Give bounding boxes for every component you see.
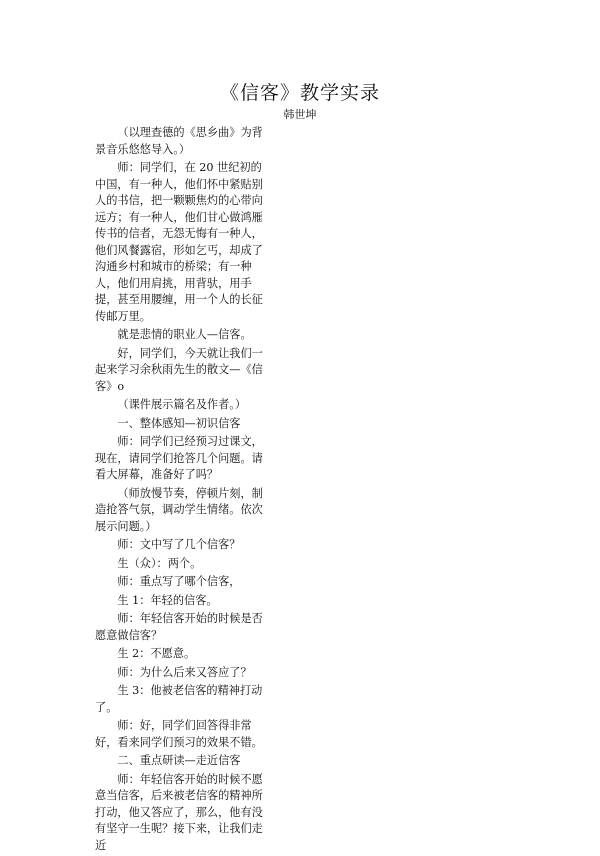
paragraph: 师：重点写了哪个信客， xyxy=(117,575,241,588)
paragraph: 师：为什么后来又答应了？ xyxy=(117,665,252,679)
paragraph: 师：文中写了几个信客？ xyxy=(117,538,241,551)
paragraph: 生 3：他被老信客的精神打动了。 xyxy=(95,684,263,714)
paragraph: 师：年轻信客开始的时候是否愿意做信客？ xyxy=(95,612,263,642)
paragraph: （师放慢节奏，停顿片刻，制造抢答气氛，调动学生情绪。依次展示问题。） xyxy=(95,486,263,533)
paragraph: （以理查德的《思乡曲》为背景音乐悠悠导入。） xyxy=(95,126,263,156)
paragraph: 师：年轻信客开始的时候不愿意当信客，后来被老信客的精神所打动，他又答应了，那么，他有没有坚守一生呢？接下来，让我们走近 xyxy=(95,772,263,852)
document-title: 《信客》教学实录 xyxy=(219,82,380,104)
paragraph: 师：好，同学们回答得非常好，看来同学们预习的效果不错。 xyxy=(95,719,263,749)
body-text-column xyxy=(95,125,267,856)
paragraph: 生 1：年轻的信客。 xyxy=(117,593,218,607)
author-name: 韩世坤 xyxy=(283,108,317,121)
paragraph: （课件展示篇名及作者。） xyxy=(117,398,247,411)
paragraph: 生 2：不愿意。 xyxy=(117,647,196,660)
paragraph: 就是悲情的职业人—信客。 xyxy=(117,328,252,341)
section-heading: 二、重点研读—走近信客 xyxy=(117,754,241,767)
paragraph: 好，同学们，今天就让我们一起来学习余秋雨先生的散文—《信客》o xyxy=(95,346,263,393)
paragraph: 师：同学们已经预习过课文，现在，请同学们抢答几个问题。请看大屏幕，准备好了吗？ xyxy=(95,435,263,481)
paragraph: 师：同学们，在 20 世纪初的中国，有一种人，他们怀中紧贴别人的书信，把一颗颗焦灼的心带向远方；有一种人，他们甘心做鸿雁传书的信者，无怨无悔有一种人，他们风餐露宿，形如乞丐，却成了沟通乡村和城市的桥梁；有一种人，他们用肩挑，用背驮，用手提，甚至用腰缠，用一个人的长征传邮万里。 xyxy=(95,161,263,323)
paragraph: 生（众）：两个。 xyxy=(117,556,202,570)
section-heading: 一、整体感知—初识信客 xyxy=(117,416,241,430)
